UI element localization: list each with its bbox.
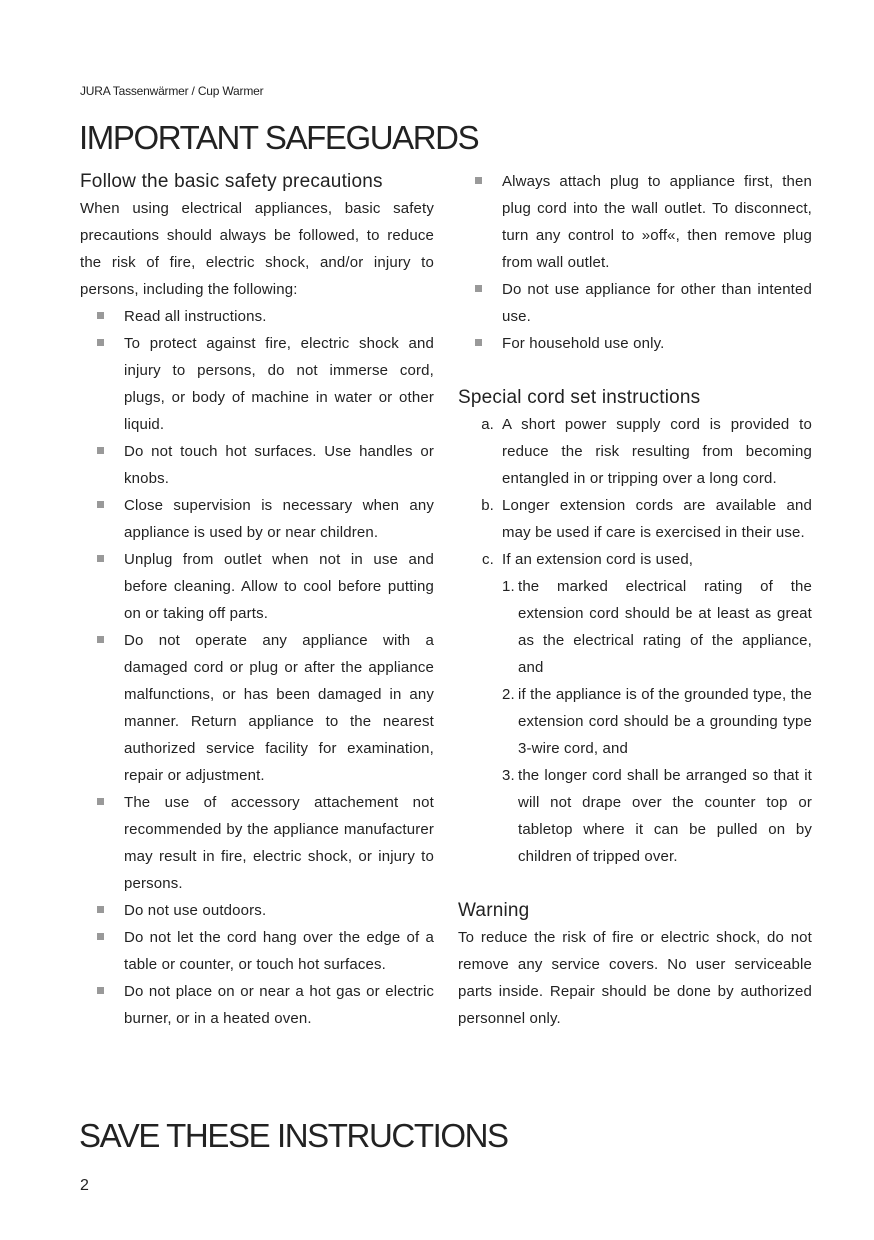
running-header: JURA Tassenwärmer / Cup Warmer bbox=[80, 84, 264, 98]
extension-cord-sublist bbox=[458, 573, 812, 870]
list-item: The use of accessory attachement not recommended by the appliance manufacturer may result in fire, electric shock, or injury to persons. bbox=[80, 789, 434, 897]
list-item: Unplug from outlet when not in use and before cleaning. Allow to cool before putting on or taking off parts. bbox=[80, 546, 434, 627]
square-bullet-icon bbox=[97, 933, 104, 940]
list-item: Read all instructions. bbox=[80, 303, 434, 330]
square-bullet-icon bbox=[475, 177, 482, 184]
warning-heading: Warning bbox=[458, 900, 530, 921]
square-bullet-icon bbox=[97, 555, 104, 562]
list-item: Do not place on or near a hot gas or electric burner, or in a heated oven. bbox=[80, 978, 434, 1032]
page-number: 2 bbox=[80, 1177, 89, 1194]
intro-paragraph: When using electrical appliances, basic safety precautions should always be followed, to reduce the risk of fire, electric shock, and/or injury to persons, including the following: bbox=[80, 200, 434, 298]
square-bullet-icon bbox=[97, 339, 104, 346]
safety-list-right bbox=[458, 168, 812, 357]
left-column bbox=[80, 168, 434, 1032]
right-column bbox=[458, 168, 812, 1032]
square-bullet-icon bbox=[97, 447, 104, 454]
warning-text: To reduce the risk of fire or electric shock, do not remove any service covers. No user serviceable parts inside. Repair should be done by authorized personnel only. bbox=[458, 929, 812, 1027]
list-item: Do not let the cord hang over the edge of a table or counter, or touch hot surfaces. bbox=[80, 924, 434, 978]
list-item: 1. the marked electrical rating of the extension cord should be at least as great as the electrical rating of the appliance, and bbox=[502, 578, 812, 676]
list-item: a. A short power supply cord is provided to reduce the risk resulting from becoming entangled in or tripping over a long cord. bbox=[481, 416, 812, 487]
list-item: c. If an extension cord is used, bbox=[482, 551, 694, 568]
square-bullet-icon bbox=[97, 798, 104, 805]
list-item: Do not operate any appliance with a damaged cord or plug or after the appliance malfunctions, or has been damaged in any manner. Return appliance to the nearest authorized service facility for examination, repair or adjustment. bbox=[80, 627, 434, 789]
square-bullet-icon bbox=[97, 501, 104, 508]
cord-list bbox=[458, 411, 812, 573]
square-bullet-icon bbox=[97, 312, 104, 319]
basic-precautions-heading: Follow the basic safety precautions bbox=[80, 171, 383, 192]
list-item: Do not use appliance for other than intented use. bbox=[458, 276, 812, 330]
list-item: 3. the longer cord shall be arranged so that it will not drape over the counter top or tabletop where it can be pulled on by children of tripped over. bbox=[502, 767, 812, 865]
list-item: 2. if the appliance is of the grounded type, the extension cord should be a grounding type 3-wire cord, and bbox=[502, 686, 812, 757]
list-item: Do not touch hot surfaces. Use handles or knobs. bbox=[80, 438, 434, 492]
list-item: For household use only. bbox=[458, 330, 812, 357]
list-item: Close supervision is necessary when any appliance is used by or near children. bbox=[80, 492, 434, 546]
square-bullet-icon bbox=[97, 987, 104, 994]
list-item: Always attach plug to appliance first, then plug cord into the wall outlet. To disconnect, turn any control to »off«, then remove plug from wall outlet. bbox=[458, 168, 812, 276]
cord-instructions-heading: Special cord set instructions bbox=[458, 387, 701, 408]
square-bullet-icon bbox=[475, 285, 482, 292]
square-bullet-icon bbox=[97, 636, 104, 643]
square-bullet-icon bbox=[475, 339, 482, 346]
safety-list-left bbox=[80, 303, 434, 1032]
square-bullet-icon bbox=[97, 906, 104, 913]
list-item: b. Longer extension cords are available and may be used if care is exercised in their use. bbox=[481, 497, 812, 541]
list-item: Do not use outdoors. bbox=[80, 897, 434, 924]
list-item: To protect against fire, electric shock and injury to persons, do not immerse cord, plugs, or body of machine in water or other liquid. bbox=[80, 330, 434, 438]
save-instructions-title: SAVE THESE INSTRUCTIONS bbox=[79, 1117, 508, 1154]
page-title: IMPORTANT SAFEGUARDS bbox=[79, 119, 479, 156]
